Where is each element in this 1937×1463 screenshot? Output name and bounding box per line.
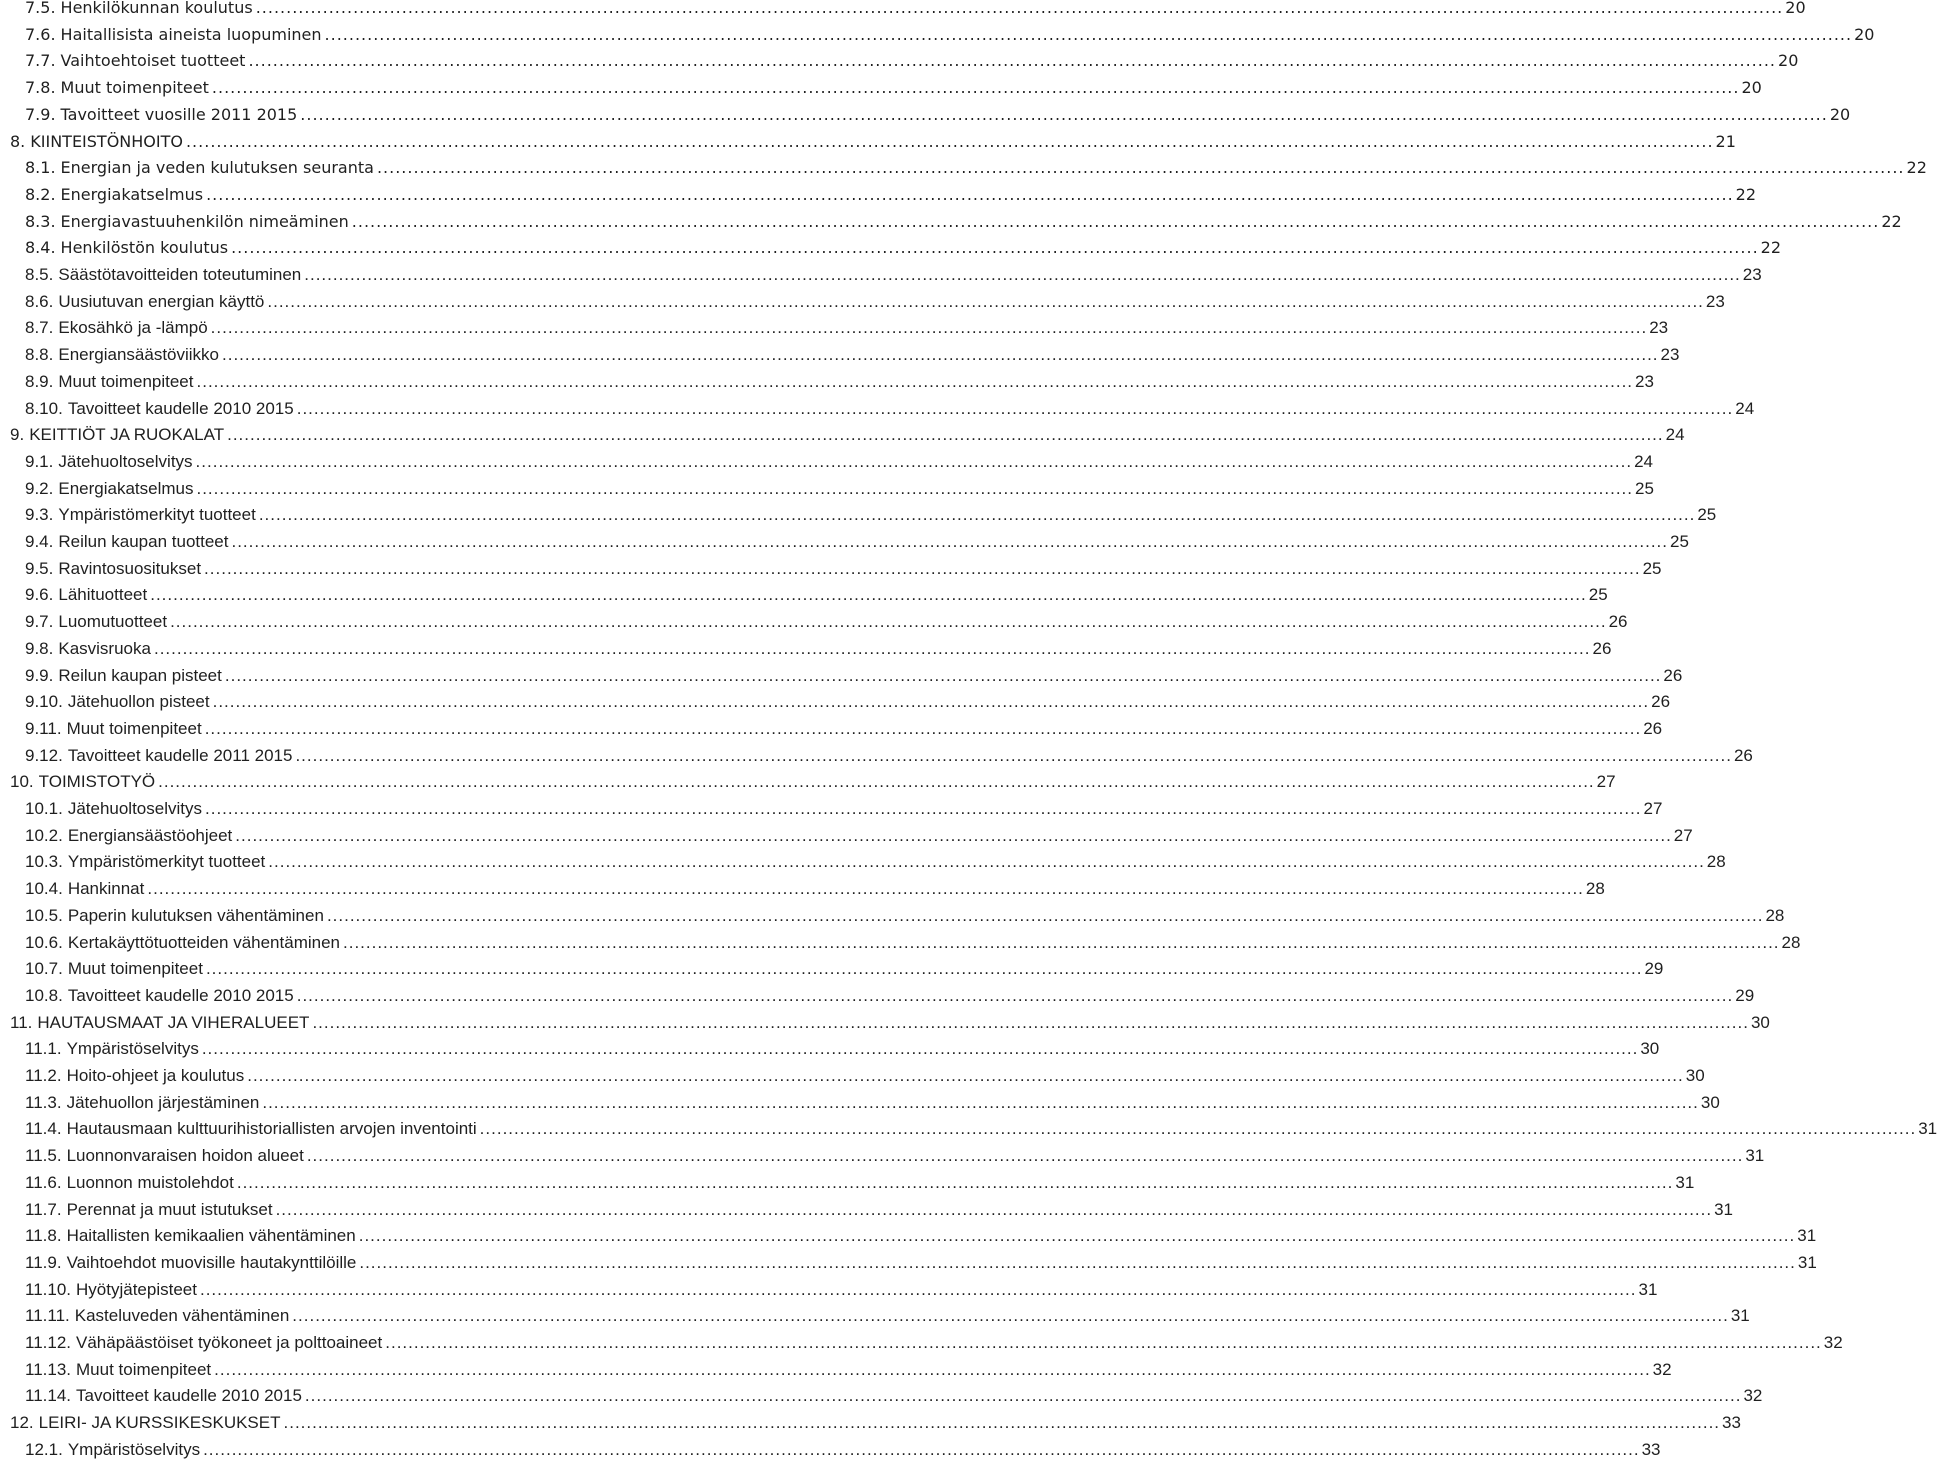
toc-entry-page-number: 33 xyxy=(1722,1413,1741,1433)
toc-entry[interactable] xyxy=(0,903,1785,929)
toc-entry[interactable] xyxy=(0,396,1755,422)
dot-leader xyxy=(295,743,1732,769)
toc-entry[interactable] xyxy=(0,1357,1672,1383)
toc-entry-page-number: 25 xyxy=(1588,585,1608,605)
toc-entry[interactable] xyxy=(0,529,1689,555)
dot-leader xyxy=(268,849,1705,875)
dot-leader xyxy=(297,983,1734,1009)
toc-entry-number: 11.4. xyxy=(25,1119,62,1139)
toc-entry-number: 7.7. xyxy=(25,51,56,71)
toc-entry[interactable] xyxy=(0,502,1717,528)
toc-entry-page-number: 22 xyxy=(1881,211,1902,231)
toc-entry[interactable] xyxy=(0,609,1628,635)
toc-entry-page-number: 25 xyxy=(1635,478,1654,498)
toc-entry-number: 11.3. xyxy=(25,1092,62,1112)
toc-entry-page-number: 22 xyxy=(1760,238,1782,258)
toc-entry-page-number: 30 xyxy=(1700,1092,1720,1112)
toc-entry[interactable] xyxy=(0,75,1762,101)
toc-entry-page-number: 29 xyxy=(1644,959,1664,979)
toc-entry-page-number: 23 xyxy=(1705,291,1725,311)
dot-leader xyxy=(305,1383,1742,1409)
dot-leader xyxy=(480,1116,1917,1142)
toc-entry-title: Energiavastuuhenkilön nimeäminen xyxy=(60,211,349,231)
toc-entry-number: 8.1. xyxy=(25,158,56,178)
dot-leader xyxy=(248,48,1776,74)
dot-leader xyxy=(196,476,1633,502)
toc-entry-number: 11.7. xyxy=(25,1199,62,1219)
dot-leader xyxy=(197,369,1634,395)
toc-entry[interactable] xyxy=(0,1063,1705,1089)
toc-entry-page-number: 28 xyxy=(1706,852,1726,872)
toc-entry-title: Kasteluveden vähentäminen xyxy=(74,1306,290,1326)
toc-entry-number: 12.1. xyxy=(25,1439,63,1459)
toc-entry-page-number: 24 xyxy=(1634,451,1653,471)
toc-entry[interactable] xyxy=(0,209,1902,235)
toc-entry-page-number: 20 xyxy=(1741,78,1762,98)
toc-entry-number: 8.7. xyxy=(25,318,54,338)
toc-entry[interactable] xyxy=(0,449,1653,475)
toc-entry-title: Reilun kaupan tuotteet xyxy=(58,532,229,551)
toc-entry-number: 11.8. xyxy=(25,1226,62,1246)
toc-entry[interactable] xyxy=(0,1223,1817,1249)
toc-entry-number: 8.10. xyxy=(25,398,63,418)
toc-entry-page-number: 22 xyxy=(1735,184,1757,204)
toc-entry-number: 9.7. xyxy=(25,612,54,632)
toc-entry[interactable] xyxy=(0,0,1806,21)
toc-entry[interactable] xyxy=(0,636,1612,662)
toc-entry[interactable] xyxy=(0,1010,1770,1036)
dot-leader xyxy=(343,930,1780,956)
toc-entry-number: 9.8. xyxy=(25,638,54,658)
toc-entry[interactable] xyxy=(0,556,1662,582)
toc-entry-title: Energiansäästöviikko xyxy=(58,345,220,365)
toc-entry[interactable] xyxy=(0,315,1669,341)
toc-entry-title: Hankinnat xyxy=(67,879,145,899)
toc-entry-title: Paperin kulutuksen vähentäminen xyxy=(67,905,324,925)
toc-entry-number: 8.4. xyxy=(25,238,56,258)
toc-entry[interactable] xyxy=(0,182,1757,208)
toc-entry-page-number: 30 xyxy=(1750,1012,1770,1032)
toc-entry-page-number: 33 xyxy=(1641,1439,1661,1459)
toc-entry-title: Uusiutuvan energian käyttö xyxy=(58,291,265,311)
dot-leader xyxy=(206,182,1734,208)
toc-entry[interactable] xyxy=(0,1116,1937,1142)
toc-entry[interactable] xyxy=(0,1410,1741,1436)
toc-entry-number: 11.2. xyxy=(25,1066,62,1085)
dot-leader xyxy=(276,1197,1713,1223)
toc-entry-number: 9.9. xyxy=(25,665,54,685)
toc-entry-page-number: 26 xyxy=(1651,692,1671,712)
toc-entry[interactable] xyxy=(0,876,1605,902)
toc-entry-title: Hoito-ohjeet ja koulutus xyxy=(66,1066,245,1085)
toc-entry-title: Luonnonvaraisen hoidon alueet xyxy=(66,1146,304,1166)
toc-entry-number: 11.1. xyxy=(25,1039,62,1059)
dot-leader xyxy=(204,556,1641,582)
toc-entry[interactable] xyxy=(0,689,1671,715)
dot-leader xyxy=(214,1357,1651,1383)
dot-leader xyxy=(170,609,1607,635)
toc-entry-number: 9.6. xyxy=(25,585,54,605)
toc-entry-number: 7.9. xyxy=(25,104,56,124)
toc-entry-page-number: 26 xyxy=(1592,638,1612,658)
dot-leader xyxy=(267,289,1704,315)
toc-entry-number: 8. xyxy=(10,131,26,151)
toc-entry-number: 11.12. xyxy=(25,1333,72,1352)
toc-entry[interactable] xyxy=(0,1036,1660,1062)
dot-leader xyxy=(300,102,1828,128)
dot-leader xyxy=(247,1063,1684,1089)
toc-entry-number: 10.3. xyxy=(25,852,63,872)
toc-entry-number: 10.2. xyxy=(25,825,63,845)
dot-leader xyxy=(205,716,1642,742)
toc-entry-title: Tavoitteet vuosille 2011 2015 xyxy=(60,104,298,124)
toc-entry-page-number: 31 xyxy=(1714,1199,1734,1219)
toc-entry[interactable] xyxy=(0,582,1608,608)
toc-entry-page-number: 24 xyxy=(1665,425,1685,445)
toc-entry-page-number: 28 xyxy=(1781,932,1801,952)
toc-entry-title: Luonnon muistolehdot xyxy=(66,1172,234,1192)
toc-entry-page-number: 31 xyxy=(1638,1279,1658,1299)
toc-entry-page-number: 32 xyxy=(1823,1333,1843,1352)
dot-leader xyxy=(196,449,1633,475)
toc-entry-page-number: 25 xyxy=(1642,558,1662,578)
toc-entry-number: 7.8. xyxy=(25,78,56,98)
dot-leader xyxy=(284,1410,1721,1436)
toc-entry-title: Energian ja veden kulutuksen seuranta xyxy=(60,158,374,178)
toc-entry[interactable] xyxy=(0,823,1693,849)
toc-entry-page-number: 23 xyxy=(1742,265,1762,284)
dot-leader xyxy=(235,823,1672,849)
toc-entry[interactable] xyxy=(0,1143,1765,1169)
toc-entry-page-number: 27 xyxy=(1673,825,1693,845)
toc-entry-page-number: 28 xyxy=(1765,905,1785,925)
dot-leader xyxy=(213,689,1650,715)
toc-entry-page-number: 20 xyxy=(1785,0,1806,17)
toc-entry-title: Ympäristömerkityt tuotteet xyxy=(67,852,266,872)
toc-entry[interactable] xyxy=(0,1090,1720,1116)
toc-entry-page-number: 23 xyxy=(1660,345,1680,365)
toc-entry-number: 9. xyxy=(10,425,25,445)
toc-entry-page-number: 31 xyxy=(1745,1146,1765,1166)
toc-entry-page-number: 26 xyxy=(1643,718,1663,738)
toc-entry[interactable] xyxy=(0,342,1680,368)
toc-entry[interactable] xyxy=(0,476,1654,502)
toc-entry-number: 8.2. xyxy=(25,184,56,204)
toc-entry-title: Kertakäyttötuotteiden vähentäminen xyxy=(67,932,340,952)
toc-entry-title: Luomutuotteet xyxy=(58,612,168,632)
toc-entry-title: Muut toimenpiteet xyxy=(76,1359,212,1379)
toc-entry[interactable] xyxy=(0,22,1875,48)
toc-entry[interactable] xyxy=(0,663,1683,689)
toc-entry-title: Tavoitteet kaudelle 2010 2015 xyxy=(67,398,294,418)
toc-entry[interactable] xyxy=(0,289,1725,315)
toc-entry-title: Energiakatselmus xyxy=(60,184,204,204)
toc-entry-number: 10.7. xyxy=(25,959,63,979)
toc-entry-title: Muut toimenpiteet xyxy=(66,718,202,738)
toc-entry-number: 11.13. xyxy=(25,1359,72,1379)
dot-leader xyxy=(154,636,1591,662)
toc-entry-number: 10.6. xyxy=(25,932,63,952)
toc-entry-number: 9.1. xyxy=(25,451,54,471)
toc-entry-number: 8.6. xyxy=(25,291,54,311)
toc-entry[interactable] xyxy=(0,743,1753,769)
toc-entry-title: Säästötavoitteiden toteutuminen xyxy=(58,265,302,284)
toc-entry[interactable] xyxy=(0,129,1736,155)
toc-entry-number: 11.9. xyxy=(25,1252,62,1272)
toc-entry-title: Ympäristöselvitys xyxy=(67,1439,201,1459)
toc-entry[interactable] xyxy=(0,983,1755,1009)
toc-entry[interactable] xyxy=(0,235,1782,261)
toc-entry-title: KIINTEISTÖNHOITO xyxy=(30,131,183,151)
dot-leader xyxy=(292,1303,1729,1329)
toc-entry-page-number: 21 xyxy=(1715,131,1736,151)
toc-entry-number: 10. xyxy=(10,772,34,792)
dot-leader xyxy=(237,1170,1674,1196)
toc-entry[interactable] xyxy=(0,716,1663,742)
dot-leader xyxy=(259,502,1696,528)
toc-entry-number: 9.5. xyxy=(25,558,54,578)
toc-entry-page-number: 20 xyxy=(1778,51,1799,71)
toc-entry-title: Vähäpäästöiset työkoneet ja polttoaineet xyxy=(76,1333,383,1352)
toc-entry-page-number: 24 xyxy=(1735,398,1755,418)
toc-entry-number: 10.5. xyxy=(25,905,63,925)
toc-entry-title: Haitallisista aineista luopuminen xyxy=(60,24,322,44)
toc-entry[interactable] xyxy=(0,1250,1817,1276)
toc-entry-title: Muut toimenpiteet xyxy=(60,78,209,98)
dot-leader xyxy=(262,1090,1699,1116)
toc-entry-page-number: 32 xyxy=(1652,1359,1672,1379)
toc-entry[interactable] xyxy=(0,1170,1695,1196)
toc-entry-number: 11. xyxy=(10,1012,33,1032)
toc-entry[interactable] xyxy=(0,262,1762,288)
toc-entry-page-number: 31 xyxy=(1797,1252,1817,1272)
toc-entry-title: Henkilöstön koulutus xyxy=(60,238,229,258)
dot-leader xyxy=(186,129,1714,155)
dot-leader xyxy=(211,315,1648,341)
toc-entry-number: 12. xyxy=(10,1413,34,1433)
toc-entry-page-number: 22 xyxy=(1906,158,1927,178)
toc-entry-page-number: 23 xyxy=(1635,371,1654,391)
toc-entry-page-number: 32 xyxy=(1743,1386,1763,1406)
toc-entry-title: Muut toimenpiteet xyxy=(58,371,194,391)
toc-entry-number: 9.10. xyxy=(25,692,63,712)
toc-entry[interactable] xyxy=(0,956,1664,982)
dot-leader xyxy=(325,22,1853,48)
toc-entry[interactable] xyxy=(0,930,1801,956)
toc-entry-title: Vaihtoehtoiset tuotteet xyxy=(60,51,246,71)
dot-leader xyxy=(206,956,1643,982)
toc-entry-page-number: 23 xyxy=(1649,318,1669,338)
toc-entry-title: Energiakatselmus xyxy=(58,478,194,498)
toc-entry-title: TOIMISTOTYÖ xyxy=(38,772,156,792)
toc-entry-number: 9.3. xyxy=(25,505,54,525)
toc-entry-title: Lähituotteet xyxy=(58,585,148,605)
toc-entry-number: 9.4. xyxy=(25,532,54,551)
toc-entry-page-number: 27 xyxy=(1596,772,1616,792)
toc-entry-title: Hyötyjätepisteet xyxy=(76,1279,197,1299)
toc-entry-page-number: 25 xyxy=(1670,532,1689,551)
toc-entry-title: Jätehuollon pisteet xyxy=(67,692,210,712)
toc-entry-number: 9.12. xyxy=(25,745,63,765)
toc-entry-title: Vaihtoehdot muovisille hautakynttilöille xyxy=(66,1252,357,1272)
toc-entry-title: Reilun kaupan pisteet xyxy=(58,665,222,685)
toc-entry-page-number: 25 xyxy=(1697,505,1717,525)
toc-entry[interactable] xyxy=(0,1330,1843,1356)
toc-entry-page-number: 20 xyxy=(1829,104,1851,124)
dot-leader xyxy=(150,582,1587,608)
toc-entry-page-number: 30 xyxy=(1640,1039,1660,1059)
dot-leader xyxy=(256,0,1784,21)
toc-entry-title: Energiansäästöohjeet xyxy=(67,825,233,845)
dot-leader xyxy=(307,1143,1744,1169)
toc-entry-title: Ympäristöselvitys xyxy=(66,1039,199,1059)
toc-entry-title: Hautausmaan kulttuurihistoriallisten arvojen inventointi xyxy=(66,1119,477,1139)
toc-entry-page-number: 30 xyxy=(1685,1066,1705,1085)
toc-entry[interactable] xyxy=(0,102,1851,128)
toc-entry-number: 9.2. xyxy=(25,478,54,498)
toc-entry[interactable] xyxy=(0,1277,1658,1303)
toc-entry[interactable] xyxy=(0,422,1685,448)
toc-entry-number: 10.1. xyxy=(25,799,63,818)
dot-leader xyxy=(158,769,1595,795)
dot-leader xyxy=(377,155,1905,181)
toc-entry-title: Ravintosuositukset xyxy=(58,558,202,578)
dot-leader xyxy=(225,663,1662,689)
dot-leader xyxy=(359,1250,1796,1276)
toc-entry-number: 7.5. xyxy=(25,0,56,17)
toc-entry-title: Perennat ja muut istutukset xyxy=(66,1199,273,1219)
toc-entry-number: 7.6. xyxy=(25,24,56,44)
dot-leader xyxy=(231,529,1668,555)
toc-entry[interactable] xyxy=(0,796,1663,822)
dot-leader xyxy=(212,75,1740,101)
toc-entry[interactable] xyxy=(0,1383,1763,1409)
toc-entry-title: Jätehuoltoselvitys xyxy=(58,451,193,471)
dot-leader xyxy=(222,342,1659,368)
toc-entry-number: 10.4. xyxy=(25,879,63,899)
toc-entry-number: 11.11. xyxy=(25,1306,70,1326)
toc-entry-number: 8.5. xyxy=(25,265,54,284)
dot-leader xyxy=(385,1330,1822,1356)
toc-entry-title: Ekosähkö ja -lämpö xyxy=(58,318,208,338)
toc-entry-title: Haitallisten kemikaalien vähentäminen xyxy=(66,1226,356,1246)
toc-entry-number: 11.14. xyxy=(25,1386,72,1406)
toc-entry[interactable] xyxy=(0,48,1799,74)
toc-entry-page-number: 31 xyxy=(1675,1172,1695,1192)
toc-entry[interactable] xyxy=(0,155,1927,181)
toc-entry[interactable] xyxy=(0,1437,1661,1463)
toc-entry[interactable] xyxy=(0,769,1616,795)
toc-entry-page-number: 26 xyxy=(1733,745,1753,765)
toc-entry-title: Jätehuoltoselvitys xyxy=(67,799,202,818)
toc-entry-page-number: 29 xyxy=(1735,985,1755,1005)
toc-entry-title: Tavoitteet kaudelle 2010 2015 xyxy=(67,985,294,1005)
dot-leader xyxy=(327,903,1764,929)
toc-entry[interactable] xyxy=(0,1197,1734,1223)
dot-leader xyxy=(304,262,1741,288)
toc-entry-number: 8.8. xyxy=(25,345,54,365)
toc-entry-number: 8.9. xyxy=(25,371,54,391)
toc-entry-number: 9.11. xyxy=(25,718,62,738)
dot-leader xyxy=(147,876,1584,902)
toc-entry-page-number: 28 xyxy=(1585,879,1605,899)
toc-entry[interactable] xyxy=(0,849,1726,875)
toc-entry-page-number: 31 xyxy=(1797,1226,1817,1246)
dot-leader xyxy=(205,796,1642,822)
toc-entry-number: 11.6. xyxy=(25,1172,62,1192)
toc-entry-title: Henkilökunnan koulutus xyxy=(60,0,253,17)
dot-leader xyxy=(352,209,1880,235)
dot-leader xyxy=(312,1010,1749,1036)
toc-entry[interactable] xyxy=(0,369,1654,395)
toc-entry[interactable] xyxy=(0,1303,1750,1329)
toc-entry-number: 10.8. xyxy=(25,985,63,1005)
toc-entry-number: 11.5. xyxy=(25,1146,62,1166)
toc-entry-page-number: 31 xyxy=(1730,1306,1750,1326)
dot-leader xyxy=(227,422,1664,448)
dot-leader xyxy=(203,1437,1640,1463)
toc-entry-number: 11.10. xyxy=(25,1279,72,1299)
toc-entry-title: Muut toimenpiteet xyxy=(67,959,203,979)
toc-entry-title: HAUTAUSMAAT JA VIHERALUEET xyxy=(37,1012,310,1032)
dot-leader xyxy=(359,1223,1796,1249)
toc-entry-title: Jätehuollon järjestäminen xyxy=(66,1092,260,1112)
toc-entry-title: KEITTIÖT JA RUOKALAT xyxy=(29,425,225,445)
toc-entry-page-number: 20 xyxy=(1854,24,1875,44)
toc-entry-title: Kasvisruoka xyxy=(58,638,151,658)
toc-entry-number: 8.3. xyxy=(25,211,56,231)
dot-leader xyxy=(200,1277,1637,1303)
dot-leader xyxy=(297,396,1734,422)
dot-leader xyxy=(202,1036,1639,1062)
dot-leader xyxy=(231,235,1759,261)
toc-entry-title: LEIRI- JA KURSSIKESKUKSET xyxy=(38,1413,281,1433)
toc-entry-page-number: 26 xyxy=(1608,612,1628,632)
toc-entry-page-number: 27 xyxy=(1643,799,1663,818)
toc-entry-page-number: 31 xyxy=(1918,1119,1937,1139)
toc-entry-page-number: 26 xyxy=(1663,665,1683,685)
toc-entry-title: Ympäristömerkityt tuotteet xyxy=(58,505,256,525)
toc-entry-title: Tavoitteet kaudelle 2010 2015 xyxy=(76,1386,302,1406)
toc-entry-title: Tavoitteet kaudelle 2011 2015 xyxy=(67,745,293,765)
